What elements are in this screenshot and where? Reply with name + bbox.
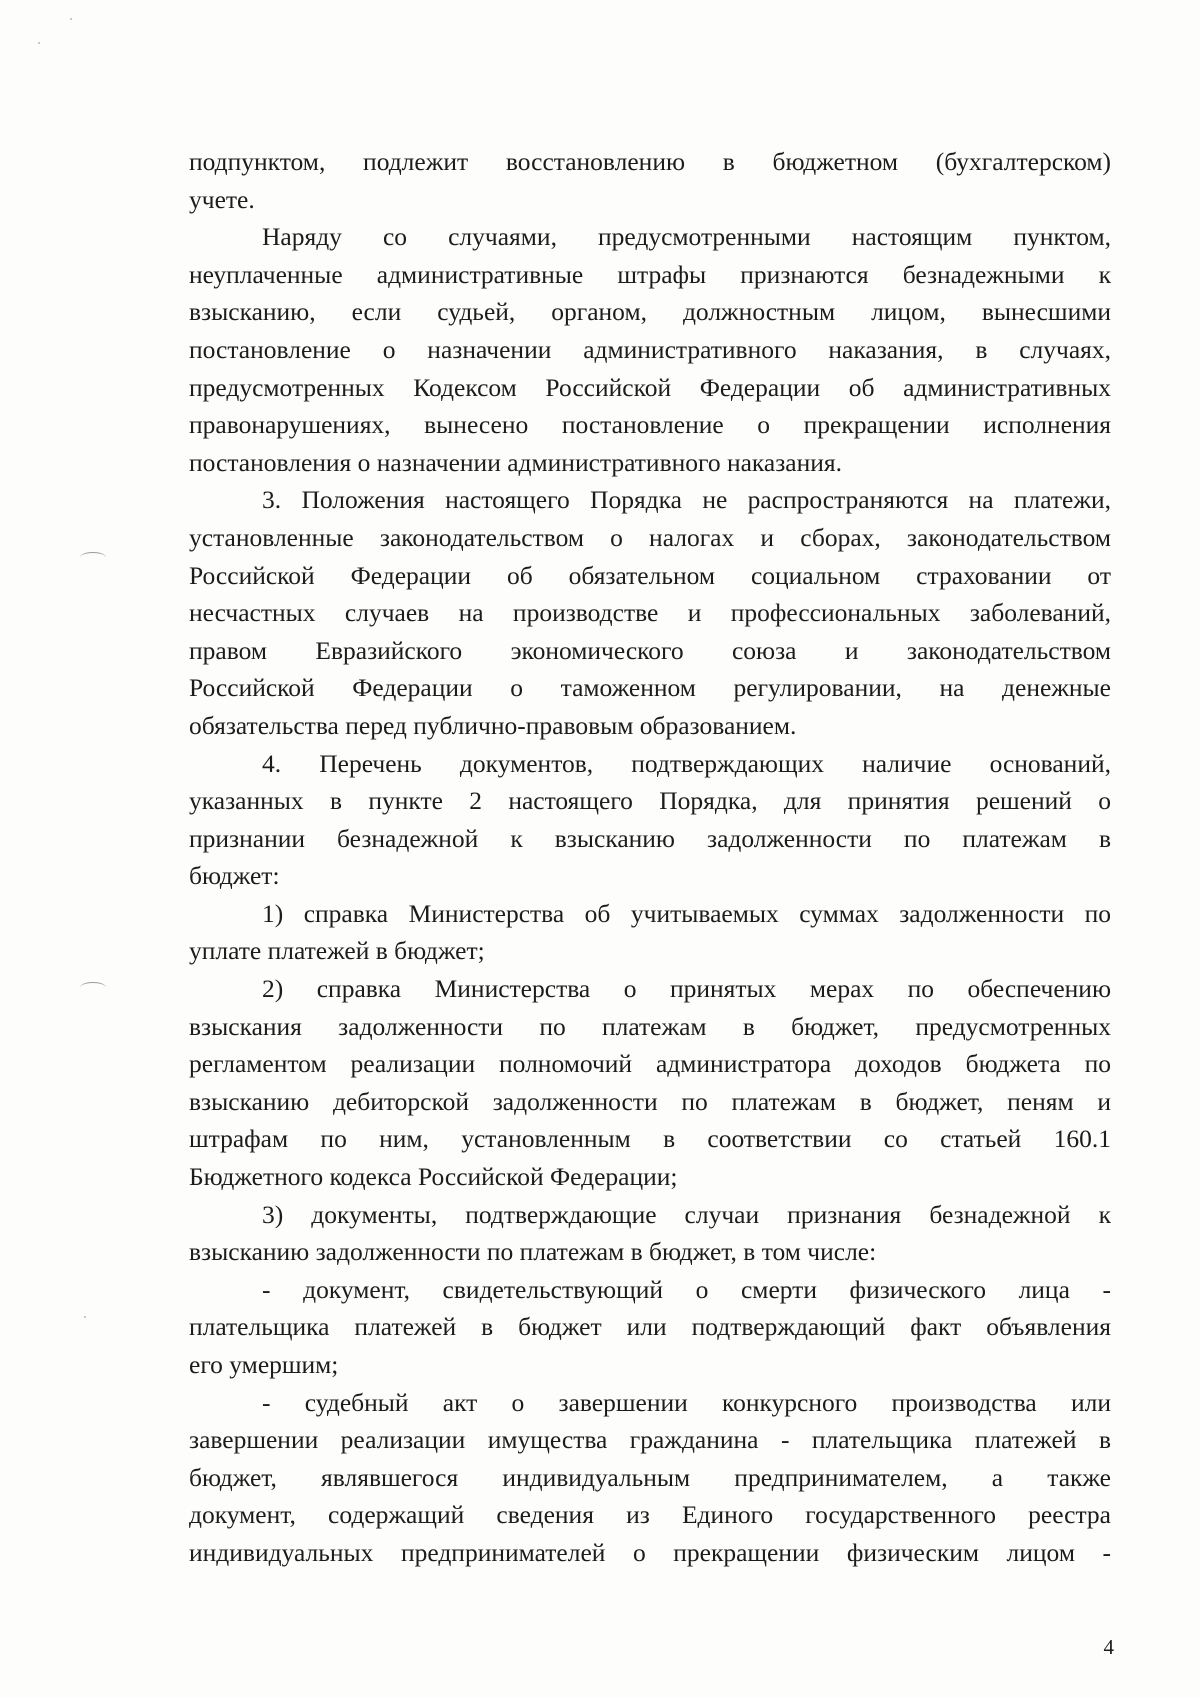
text-line: признании безнадежной к взысканию задолженности по платежам в (189, 823, 1111, 853)
text-line: несчастных случаев на производстве и профессиональных заболеваний, (189, 598, 1111, 628)
document-body (189, 143, 1111, 1572)
text-line: предусмотренных Кодексом Российской Федерации об административных (189, 372, 1111, 402)
text-line: штрафам по ним, установленным в соответствии со статьей 160.1 (189, 1124, 1111, 1154)
scan-margin-mark (80, 552, 106, 563)
paragraph-first-line: 4. Перечень документов, подтверждающих наличие оснований, (262, 748, 1111, 778)
page-number: 4 (1103, 1635, 1114, 1659)
text-line: Российской Федерации об обязательном социальном страховании от (189, 560, 1111, 590)
text-line: указанных в пункте 2 настоящего Порядка, для принятия решений о (189, 786, 1111, 816)
scan-speck (38, 42, 40, 44)
text-line: уплате платежей в бюджет; (189, 936, 485, 966)
text-line: его умершим; (189, 1350, 339, 1379)
list-item-first-line: 3) документы, подтверждающие случаи признания безнадежной к (262, 1199, 1111, 1229)
text-line: взысканию дебиторской задолженности по платежам в бюджет, пеням и (189, 1086, 1111, 1116)
text-line: документ, содержащий сведения из Единого государственного реестра (189, 1500, 1111, 1530)
list-item-first-line: 2) справка Министерства о принятых мерах по обеспечению (262, 974, 1111, 1004)
text-line: неуплаченные административные штрафы признаются безнадежными к (189, 259, 1111, 289)
paragraph-first-line: Наряду со случаями, предусмотренными настоящим пунктом, (262, 222, 1111, 252)
paragraph-first-line: 3. Положения настоящего Порядка не распространяются на платежи, (262, 485, 1111, 515)
scan-margin-mark (80, 982, 106, 993)
text-line: Бюджетного кодекса Российской Федерации; (189, 1162, 678, 1192)
text-line: взыскания задолженности по платежам в бюджет, предусмотренных (189, 1011, 1111, 1041)
text-line: бюджет, являвшегося индивидуальным предпринимателем, а также (189, 1462, 1111, 1492)
text-line: завершении реализации имущества гражданина - плательщика платежей в (189, 1425, 1111, 1455)
scan-speck (70, 18, 72, 20)
text-line: Российской Федерации о таможенном регулировании, на денежные (189, 673, 1111, 703)
text-line: регламентом реализации полномочий администратора доходов бюджета по (189, 1049, 1111, 1079)
scan-speck (84, 1316, 86, 1318)
text-line: учете. (189, 184, 255, 214)
text-line: обязательства перед публично-правовым образованием. (189, 710, 797, 740)
text-line: взысканию задолженности по платежам в бюджет, в том числе: (189, 1237, 877, 1267)
text-line: плательщика платежей в бюджет или подтверждающий факт объявления (189, 1312, 1111, 1342)
text-line: установленные законодательством о налогах и сборах, законодательством (189, 522, 1111, 552)
text-line: постановления о назначении административного наказания. (189, 447, 843, 477)
list-item-first-line: 1) справка Министерства об учитываемых суммах задолженности по (262, 898, 1111, 928)
text-line: бюджет: (189, 861, 280, 891)
text-line: правонарушениях, вынесено постановление о прекращении исполнения (189, 410, 1111, 440)
list-item-first-line: - документ, свидетельствующий о смерти физического лица - (262, 1274, 1111, 1304)
list-item-first-line: - судебный акт о завершении конкурсного производства или (262, 1387, 1111, 1417)
text-line: взысканию, если судьей, органом, должностным лицом, вынесшими (189, 297, 1111, 327)
text-line: индивидуальных предпринимателей о прекращении физическим лицом - (189, 1537, 1111, 1567)
text-line: правом Евразийского экономического союза и законодательством (189, 635, 1111, 665)
text-line: подпунктом, подлежит восстановлению в бюджетном (бухгалтерском) (189, 147, 1111, 176)
text-line: постановление о назначении административного наказания, в случаях, (189, 334, 1111, 364)
